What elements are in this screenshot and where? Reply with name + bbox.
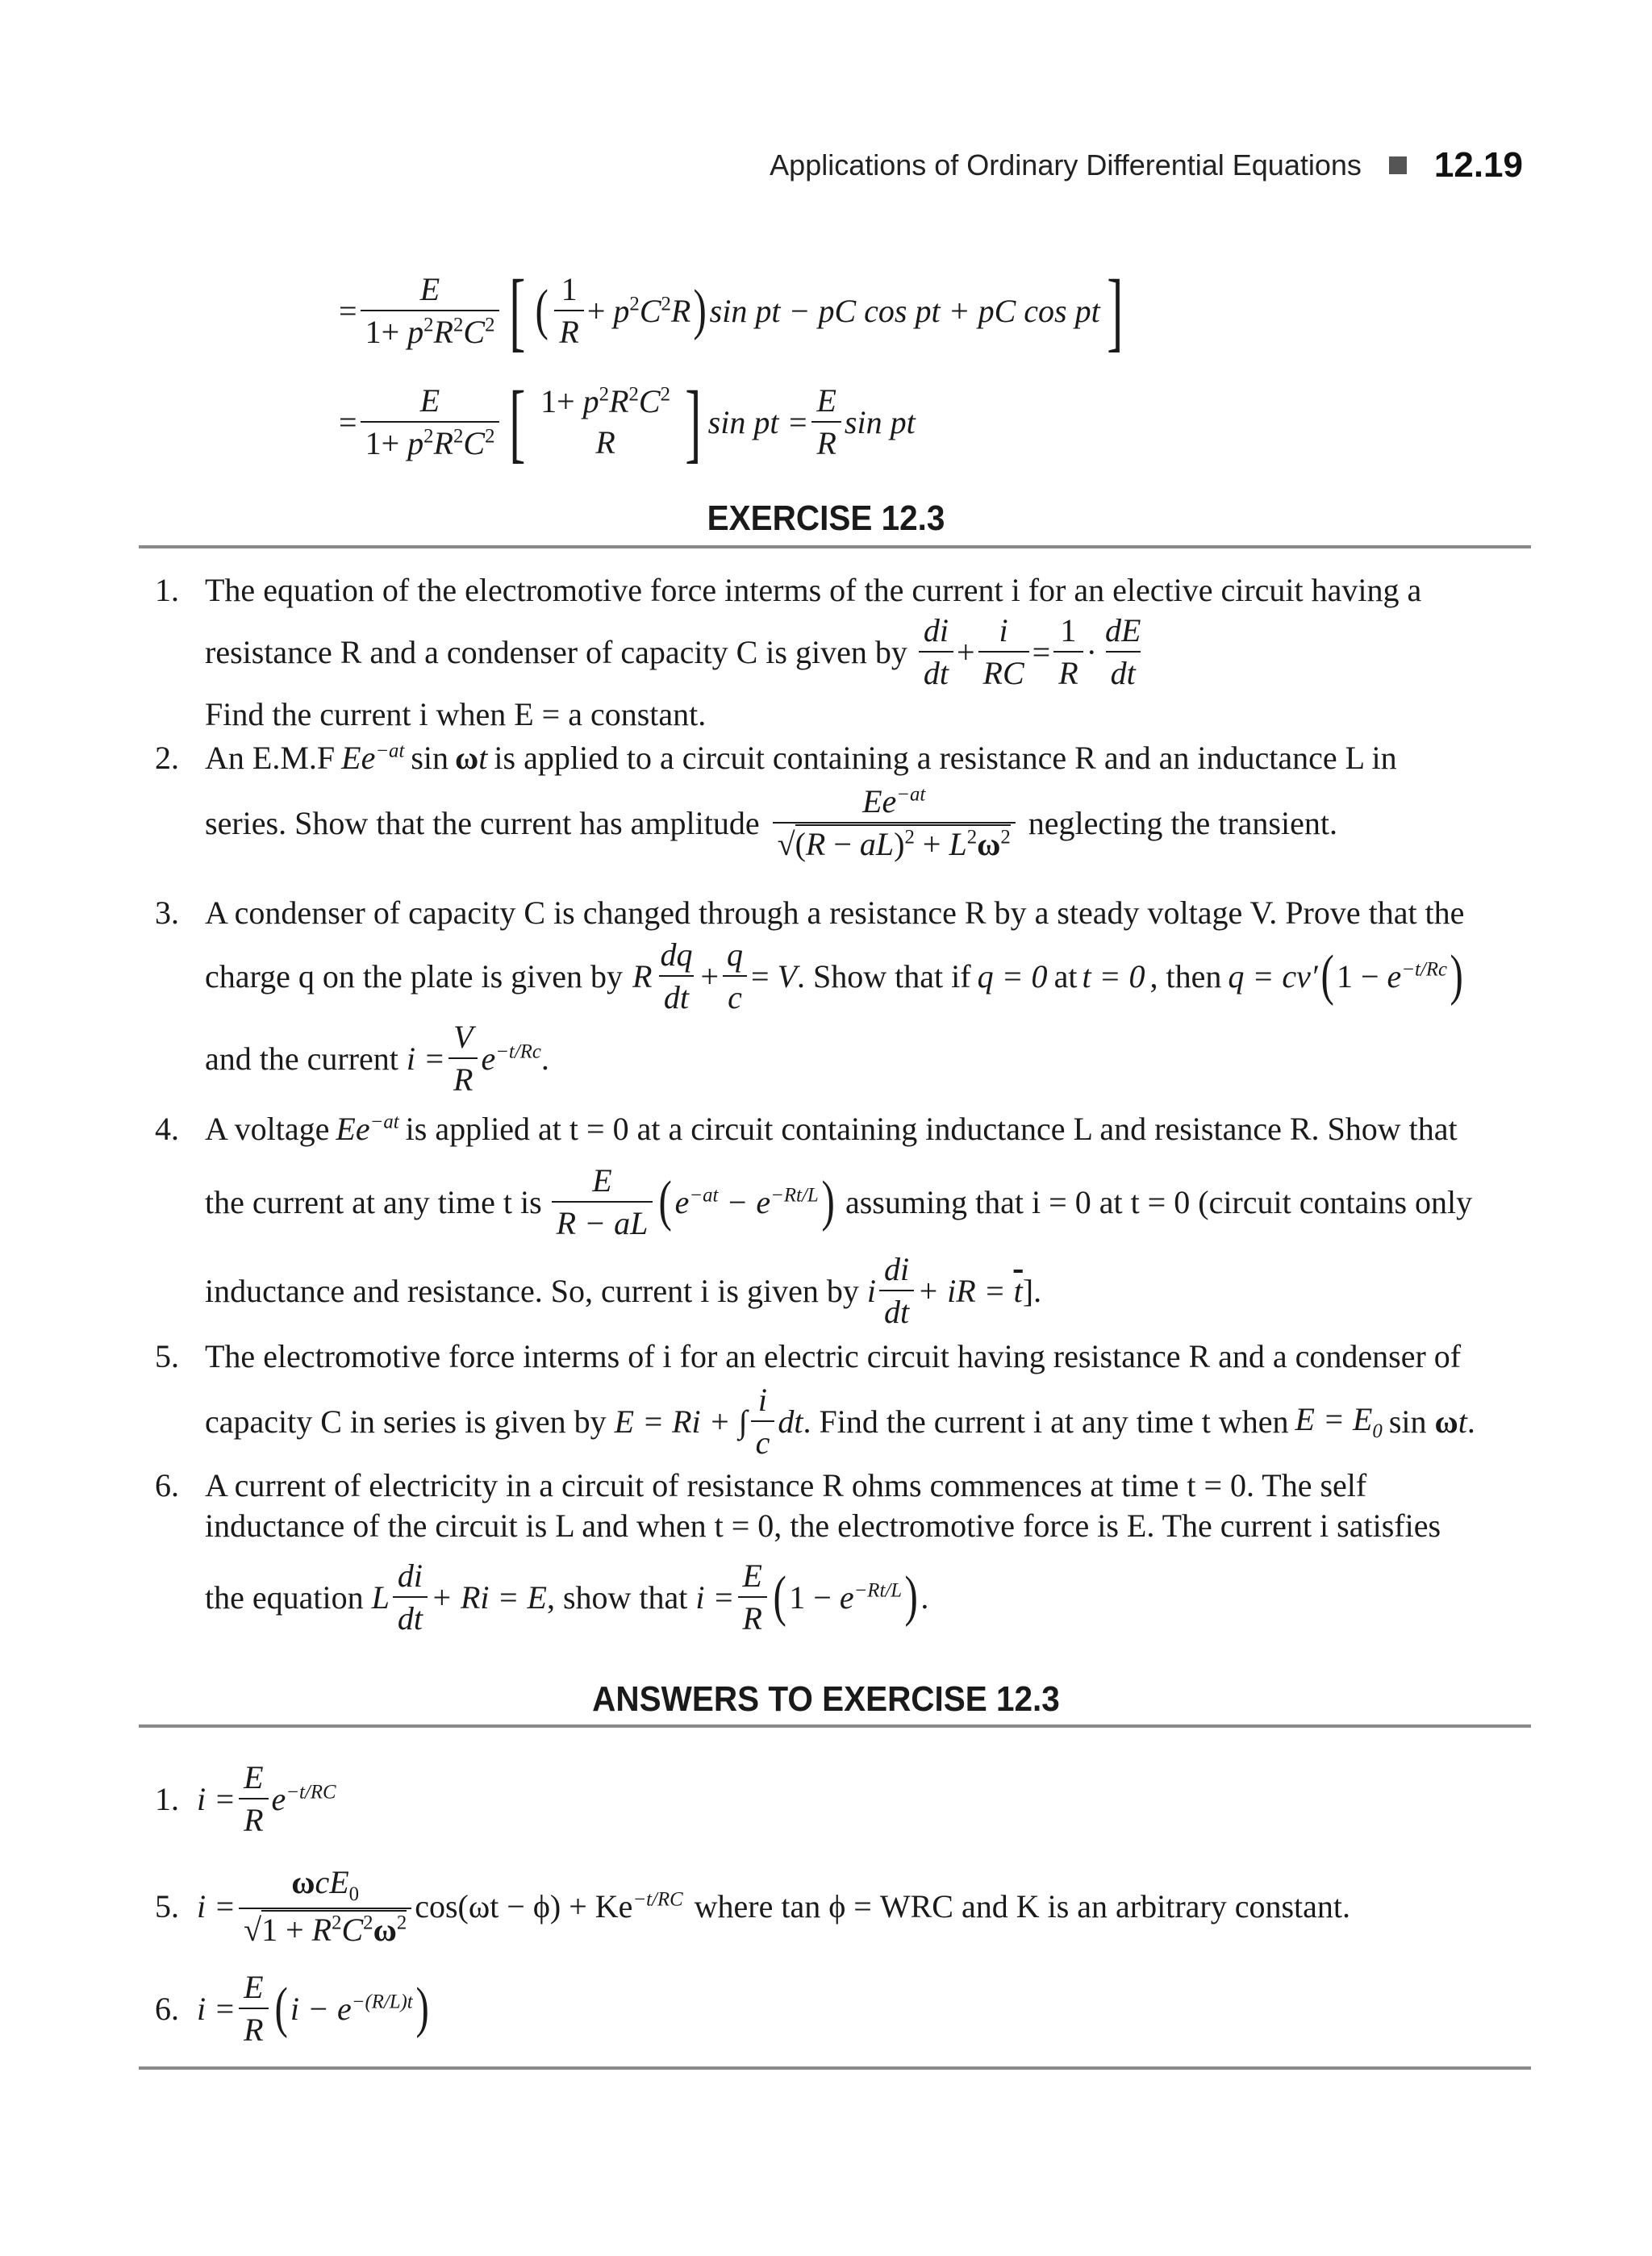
item-5-text-a: capacity C in series is given by <box>205 1403 607 1440</box>
item-5-line-1: The electromotive force interms of i for an electric circuit having resistance R and a condenser of <box>205 1338 1462 1374</box>
answer-5-mid: cos(ωt − ϕ) + Ke <box>415 1887 633 1924</box>
item-3-text-e: and the current <box>205 1040 398 1077</box>
exercise-item-4: 4. A voltage $Ee^{-at}$ is applied at t = 0 at a circuit containing inductance L and resistance R. Show that <box>155 1111 1458 1147</box>
item-3-text-b: . Show that if <box>797 957 971 995</box>
item-2-text-d: series. Show that the current has amplitude <box>205 804 760 841</box>
item-1-line-2: resistance R and a condenser of capacity C is given by <box>205 633 907 670</box>
item-3-line-3-row: and the current i = $\frac{V}{R}$ $e^{-t/Rc}$ . <box>205 1019 549 1098</box>
item-4-text-b: is applied at t = 0 at a circuit containing inductance L and resistance R. Show that <box>405 1111 1458 1147</box>
running-title: Applications of Ordinary Differential Equations <box>770 148 1362 181</box>
item-4-text-a: A voltage <box>205 1111 330 1147</box>
item-6-line-2: inductance of the circuit is L and when t = 0, the electromotive force is E. The current i satisfies <box>205 1507 1441 1544</box>
answer-5-tail: where tan ϕ = WRC and K is an arbitrary constant. <box>694 1887 1351 1924</box>
item-6-line-3-row: the equation L $\frac{di}{dt}$ + Ri = E , show that i = $\frac{E}{R}$ ( $1 - e^{-Rt/L}$ ) . <box>205 1558 929 1637</box>
item-3-line-1: A condenser of capacity C is changed through a resistance R by a steady voltage V. Prove that the <box>205 894 1465 931</box>
item-6-line-2-row <box>205 1507 1441 1545</box>
derivation-line-1: = $\frac{E}{1+ p^2R^2C^2}$ [ ( $\frac{1}{R}$ + $p^2C^2R$ ) sin pt − pC cos pt + pC cos pt ] <box>339 261 1124 360</box>
exercise-item-5 <box>155 1337 1461 1375</box>
item-4-line-3-row: inductance and resistance. So, current i is given by i $\frac{di}{dt}$ + iR = $\overline{t}$ ]. <box>205 1251 1042 1330</box>
item-3-text-d: , then <box>1149 957 1222 995</box>
answer-number: 5. <box>155 1887 179 1924</box>
item-5-line-2-row: capacity C in series is given by E = Ri + ∫ $\frac{i}{c}$ dt . Find the current i at any time t when $E = E_0$ sin ωt. <box>205 1382 1475 1461</box>
item-6-text-b: , show that <box>546 1578 688 1616</box>
item-2-text-a: An E.M.F <box>205 740 336 776</box>
item-4-text-f: ]. <box>1022 1272 1042 1309</box>
item-6-line-1: A current of electricity in a circuit of resistance R ohms commences at time t = 0. The self <box>205 1467 1367 1503</box>
answers-rule <box>139 1724 1531 1728</box>
exercise-item-6 <box>155 1466 1366 1504</box>
item-3-text-a: charge q on the plate is given by <box>205 957 624 995</box>
answers-title: ANSWERS TO EXERCISE 12.3 <box>592 1679 1060 1719</box>
item-5-text-b: . Find the current i at any time t when <box>803 1403 1289 1440</box>
answer-6: 6. i = $\frac{E}{R}$ ( $i - e^{-(R/L)t}$ ) <box>155 1969 429 2048</box>
item-number: 2. <box>155 740 179 776</box>
exercise-item-2: 2. An E.M.F $Ee^{-at}$ sin ωt is applied to a circuit containing a resistance R and an inductance L in <box>155 740 1397 776</box>
bottom-rule <box>139 2066 1531 2070</box>
answer-5: 5. i = $\frac{\omega cE_0}{√1 + R^2C^2\omega^2}$ cos(ωt − ϕ) + Ke $^{-t/RC}$ where tan ϕ = WRC and K is an arbitrary constant. <box>155 1864 1351 1948</box>
item-4-text-d: assuming that i = 0 at t = 0 (circuit contains only <box>845 1183 1473 1220</box>
item-2-text-b: sin <box>411 740 449 776</box>
derivation-line-2: = $\frac{E}{1+ p^2R^2C^2}$ [ $1+ p^2R^2C^2$ R ] sin pt = $\frac{E}{R}$ sin pt <box>339 373 916 471</box>
item-2-text-c: is applied to a circuit containing a resistance R and an inductance L in <box>494 740 1397 776</box>
item-4-text-c: the current at any time t is <box>205 1183 542 1220</box>
square-bullet-icon <box>1389 156 1407 174</box>
item-number: 5. <box>155 1338 179 1374</box>
answer-number: 1. <box>155 1780 179 1817</box>
item-1-line-3-row <box>205 695 706 733</box>
exercise-item-1 <box>155 571 1421 609</box>
answer-1: 1. i = $\frac{E}{R}$ $e^{-t/RC}$ <box>155 1759 336 1838</box>
item-2-text-e: neglecting the transient. <box>1028 804 1337 841</box>
item-3-line-2-row: charge q on the plate is given by R $\frac{dq}{dt}$ + $\frac{q}{c}$ = V . Show that if q = 0 at t = 0 , then q = cv′ ( $1 - e^{-t/Rc}$ ) <box>205 936 1463 1015</box>
item-4-text-e: inductance and resistance. So, current i is given by <box>205 1272 859 1309</box>
item-6-text-a: the equation <box>205 1578 364 1616</box>
item-number: 1. <box>155 572 179 608</box>
item-2-line-2-row: series. Show that the current has amplitude $\frac{Ee^{-at}}{√(R - aL)^2 + L^2\omega^2}$ neglecting the transient. <box>205 783 1337 862</box>
exercise-title: EXERCISE 12.3 <box>707 498 945 538</box>
item-1-line-3: Find the current i when E = a constant. <box>205 696 707 732</box>
derivation-line-1-tail: sin pt − pC cos pt + pC cos pt <box>709 292 1100 329</box>
page-number: 12.19 <box>1433 145 1523 185</box>
item-4-line-2-row: the current at any time t is $\frac{E}{R - aL}$ ( $e^{-at} - e^{-Rt/L}$ ) assuming that i = 0 at t = 0 (circuit contains only <box>205 1162 1473 1241</box>
running-header <box>770 145 1523 186</box>
item-number: 3. <box>155 894 179 931</box>
item-number: 6. <box>155 1467 179 1503</box>
exercise-item-3 <box>155 894 1464 932</box>
answer-number: 6. <box>155 1990 179 2027</box>
item-number: 4. <box>155 1111 179 1147</box>
derivation-line-2-tail: sin pt = <box>707 403 809 440</box>
item-3-text-c: at <box>1053 957 1078 995</box>
exercise-rule <box>139 545 1531 548</box>
item-1-line-1: The equation of the electromotive force interms of the current i for an elective circuit having a <box>205 572 1422 608</box>
item-1-line-2-row: resistance R and a condenser of capacity C is given by $\frac{di}{dt}$ + $\frac{i}{RC}$ = $\frac{1}{R}$ · $\frac{dE}{dt}$ <box>205 612 1141 691</box>
derivation-line-2-end: sin pt <box>844 403 916 440</box>
